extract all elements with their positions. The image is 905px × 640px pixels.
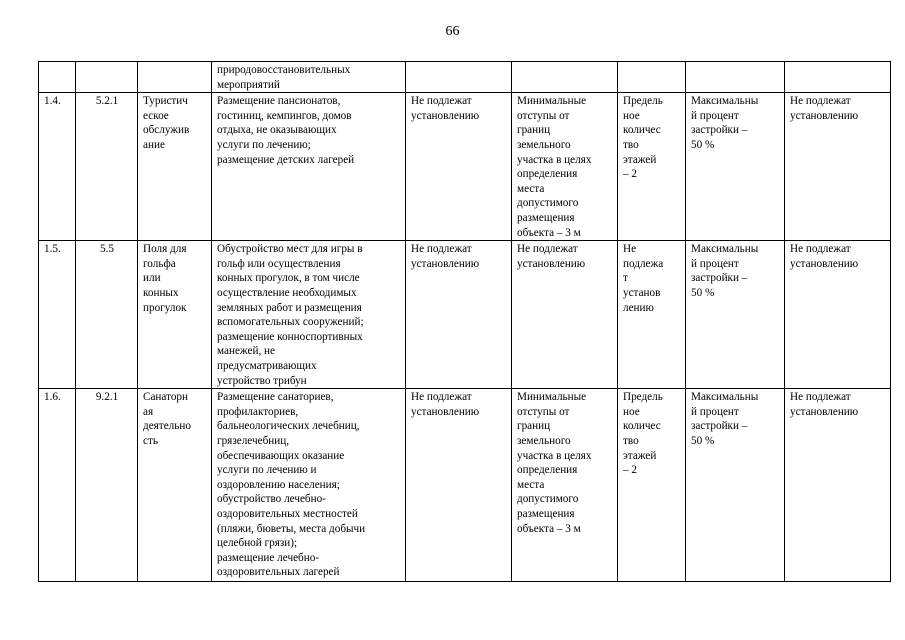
- use-code-cell: 5.5: [76, 241, 138, 389]
- row-number-cell: 1.5.: [39, 241, 76, 389]
- use-code-cell: 5.2.1: [76, 93, 138, 241]
- other-params-cell: Не подлежат установлению: [785, 389, 891, 582]
- use-description-cell: Размещение пансионатов, гостиниц, кемпингов, домов отдыха, не оказывающих услуги по лечению; размещение детских лагерей: [212, 93, 406, 241]
- floors-cell: Предель ное количес тво этажей – 2: [618, 93, 686, 241]
- row-number-cell: 1.6.: [39, 389, 76, 582]
- setback-cell: Минимальные отступы от границ земельного участка в целях определения места допустимого размещения объекта – 3 м: [512, 389, 618, 582]
- use-description-cell: природовосстановительных мероприятий: [212, 62, 406, 93]
- floors-cell: Не подлежа т установ лению: [618, 241, 686, 389]
- page-number: 66: [445, 24, 460, 39]
- plot-size-cell: Не подлежат установлению: [406, 93, 512, 241]
- plot-size-cell: Не подлежат установлению: [406, 389, 512, 582]
- coverage-cell: Максимальны й процент застройки – 50 %: [686, 389, 785, 582]
- floors-cell: [618, 62, 686, 93]
- use-description-cell: Обустройство мест для игры в гольф или осуществления конных прогулок, в том числе осуществление необходимых земляных работ и размещения вспомогательных сооружений; размещение конноспортивных манежей, не предусматривающих устройство трибун: [212, 241, 406, 389]
- setback-cell: [512, 62, 618, 93]
- row-number-cell: [39, 62, 76, 93]
- other-params-cell: [785, 62, 891, 93]
- table-row: [39, 389, 891, 582]
- use-name-cell: Туристич еское обслужив ание: [138, 93, 212, 241]
- setback-cell: Минимальные отступы от границ земельного участка в целях определения места допустимого размещения объекта – 3 м: [512, 93, 618, 241]
- other-params-cell: Не подлежат установлению: [785, 93, 891, 241]
- use-description-cell: Размещение санаториев, профилакториев, бальнеологических лечебниц, грязелечебниц, обеспечивающих оказание услуги по лечению и оздоровлению населения; обустройство лечебно- оздоровительных местностей (пляжи, бюветы, места добычи целебной грязи); размещение лечебно- оздоровительных лагерей: [212, 389, 406, 582]
- coverage-cell: Максимальны й процент застройки – 50 %: [686, 241, 785, 389]
- setback-cell: Не подлежат установлению: [512, 241, 618, 389]
- plot-size-cell: Не подлежат установлению: [406, 241, 512, 389]
- table-row: [39, 241, 891, 389]
- coverage-cell: Максимальны й процент застройки – 50 %: [686, 93, 785, 241]
- use-code-cell: 9.2.1: [76, 389, 138, 582]
- use-code-cell: [76, 62, 138, 93]
- use-name-cell: [138, 62, 212, 93]
- table-row: [39, 62, 891, 93]
- zoning-regulations-table: [38, 61, 891, 582]
- row-number-cell: 1.4.: [39, 93, 76, 241]
- use-name-cell: Поля для гольфа или конных прогулок: [138, 241, 212, 389]
- table-row: [39, 93, 891, 241]
- use-name-cell: Санаторн ая деятельно сть: [138, 389, 212, 582]
- coverage-cell: [686, 62, 785, 93]
- floors-cell: Предель ное количес тво этажей – 2: [618, 389, 686, 582]
- other-params-cell: Не подлежат установлению: [785, 241, 891, 389]
- plot-size-cell: [406, 62, 512, 93]
